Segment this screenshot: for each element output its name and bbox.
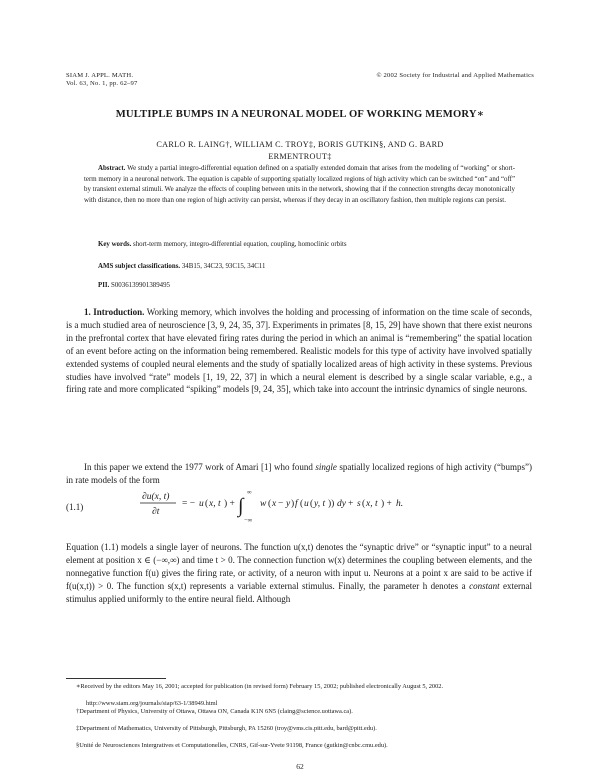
pii <box>84 281 515 291</box>
keywords-label: Key words. <box>98 241 132 248</box>
copyright-notice: © 2002 Society for Industrial and Applied Mathematics <box>376 72 534 79</box>
svg-text:x, t: x, t <box>209 499 221 509</box>
footnote-url[interactable]: http://www.siam.org/journals/siap/63-1/38949.html <box>86 700 218 707</box>
svg-text:) +: ) + <box>381 499 392 509</box>
svg-text:∫: ∫ <box>238 495 244 517</box>
equation-1-1 <box>140 486 440 528</box>
ams-label: AMS subject classifications. <box>98 263 181 270</box>
intro-text-3a: Equation (1.1) models a single layer of neurons. The function u(x,t) denotes the “synaptic drive” or “synaptic input” to a neural element at position x ∈ (−∞,∞) and time t > 0. The connection function w(x) determines the coupling between elements, and the nonnegative function f(u) gives the firing rate, or activity, of a neuron with input u. Neurons at a point x are said to be active if f(u(x,t)) > 0. The function s(x,t) represents a variable external stimulus. Finally, the parameter h denotes a <box>66 542 532 591</box>
equation-number: (1.1) <box>66 502 84 512</box>
svg-text:∂u(x, t): ∂u(x, t) <box>142 492 170 502</box>
abstract-text: We study a partial integro-differential equation defined on a spatially extended domain that arises from the modeling of “working” or short-term memory in a neuronal network. The equation is capable of supporting spatially localized regions of high activity which can be switched “on” and “off” by transient external stimuli. We analyze the effects of coupling between units in the network, showing that if the connection strengths decay monotonically with distance, then no more than one region of high activity can persist, whereas if they decay in an oscillatory fashion, then multiple regions can persist. <box>84 165 515 204</box>
intro-paragraph-3 <box>66 541 532 606</box>
svg-text:(: ( <box>205 499 209 509</box>
svg-text:(: ( <box>310 499 314 509</box>
ams-text: 34B15, 34C23, 93C15, 34C11 <box>181 263 266 270</box>
svg-text:f: f <box>295 499 298 509</box>
paper-title: MULTIPLE BUMPS IN A NEURONAL MODEL OF WORKING MEMORY∗ <box>115 109 485 120</box>
svg-text:h.: h. <box>396 499 404 509</box>
journal-name: SIAM J. APPL. MATH. <box>66 72 134 79</box>
pii-label: PII. <box>98 282 110 289</box>
footnote-gutkin: §Unité de Neurosciences Intergratives et Computationelles, CNRS, Gif-sur-Yvete 91198, France (gutkin@cnbc.cmu.edu). <box>76 742 388 749</box>
svg-text:): ) <box>291 499 295 509</box>
intro-text-3-em: constant <box>469 580 500 591</box>
svg-text:= −: = − <box>182 499 196 509</box>
section-heading: 1. Introduction. <box>84 307 145 317</box>
svg-text:u: u <box>304 499 309 509</box>
svg-text:w: w <box>260 499 267 509</box>
footnote-laing: †Department of Physics, University of Ottawa, Ottawa ON, Canada K1N 6N5 (claing@science.uottawa.ca). <box>76 708 353 715</box>
svg-text:y: y <box>286 499 291 509</box>
keywords <box>84 240 515 250</box>
author-list <box>70 139 530 163</box>
author-line-1: CARLO R. LAING†, WILLIAM C. TROY‡, BORIS GUTKIN§, AND G. BARD <box>156 140 444 149</box>
svg-text:dy: dy <box>337 499 346 509</box>
svg-text:∞: ∞ <box>247 489 252 496</box>
svg-text:x, t: x, t <box>366 499 378 509</box>
abstract <box>84 164 515 206</box>
journal-volume: Vol. 63, No. 1, pp. 62–97 <box>66 80 138 87</box>
svg-text:(: ( <box>300 499 304 509</box>
ams-classifications <box>84 262 515 272</box>
intro-text-3b: external stimulus applied uniformly to the entire neural field. Although <box>66 580 533 604</box>
intro-paragraph-2 <box>66 461 532 487</box>
svg-text:(: ( <box>268 499 272 509</box>
page-number: 62 <box>296 762 304 771</box>
svg-text:u: u <box>199 499 204 509</box>
svg-text:−∞: −∞ <box>244 517 253 524</box>
svg-text:∂t: ∂t <box>152 507 160 517</box>
pii-text: S0036139901389495 <box>111 282 170 289</box>
svg-text:(: ( <box>362 499 366 509</box>
footnote-rule <box>66 678 166 679</box>
svg-text:x: x <box>272 499 277 509</box>
intro-text-2b: spatially localized regions of high activity (“bumps”) in rate models of the form <box>66 462 533 485</box>
intro-paragraph-1 <box>66 306 532 396</box>
svg-text:) +: ) + <box>224 499 235 509</box>
svg-text:+: + <box>348 499 354 509</box>
abstract-label: Abstract. <box>98 165 126 172</box>
svg-text:)): )) <box>328 499 335 509</box>
keywords-text: short-term memory, integro-differential equation, coupling, homoclinic orbits <box>133 241 347 248</box>
svg-text:s: s <box>357 499 361 509</box>
svg-text:y, t: y, t <box>314 499 326 509</box>
author-line-2: ERMENTROUT‡ <box>268 152 332 161</box>
intro-text-2a: In this paper we extend the 1977 work of Amari [1] who found <box>84 462 313 472</box>
intro-text-2-em: single <box>315 462 337 472</box>
svg-text:−: − <box>278 499 284 509</box>
footnote-received: ∗Received by the editors May 16, 2001; accepted for publication (in revised form) February 15, 2002; published electronically August 5, 2002. <box>76 683 444 690</box>
intro-text-1: Working memory, which involves the holding and processing of information on the time scale of seconds, is a much studied area of neuroscience [3, 9, 24, 35, 37]. Experiments in primates [8, 15, 29] have shown that there exist neurons in the prefrontal cortex that have elevated firing rates during the period in which an animal is “remembering” the spatial location of an event before acting on the information being remembered. Realistic models for this type of activity have involved spatially extended systems of coupled neural elements and the study of spatially localized areas of high activity in these systems. Previous studies have involved “rate” models [1, 19, 22, 37] in which a neural element is described by a single scalar variable, e.g., a firing rate and more complicated “spiking” models [9, 24, 35], which take into account the intrinsic dynamics of single neurons. <box>66 307 532 395</box>
footnote-troy-ermentrout: ‡Department of Mathematics, University of Pittsburgh, Pittsburgh, PA 15260 (troy@vms.cis.pitt.edu, bard@pitt.edu). <box>76 725 377 732</box>
